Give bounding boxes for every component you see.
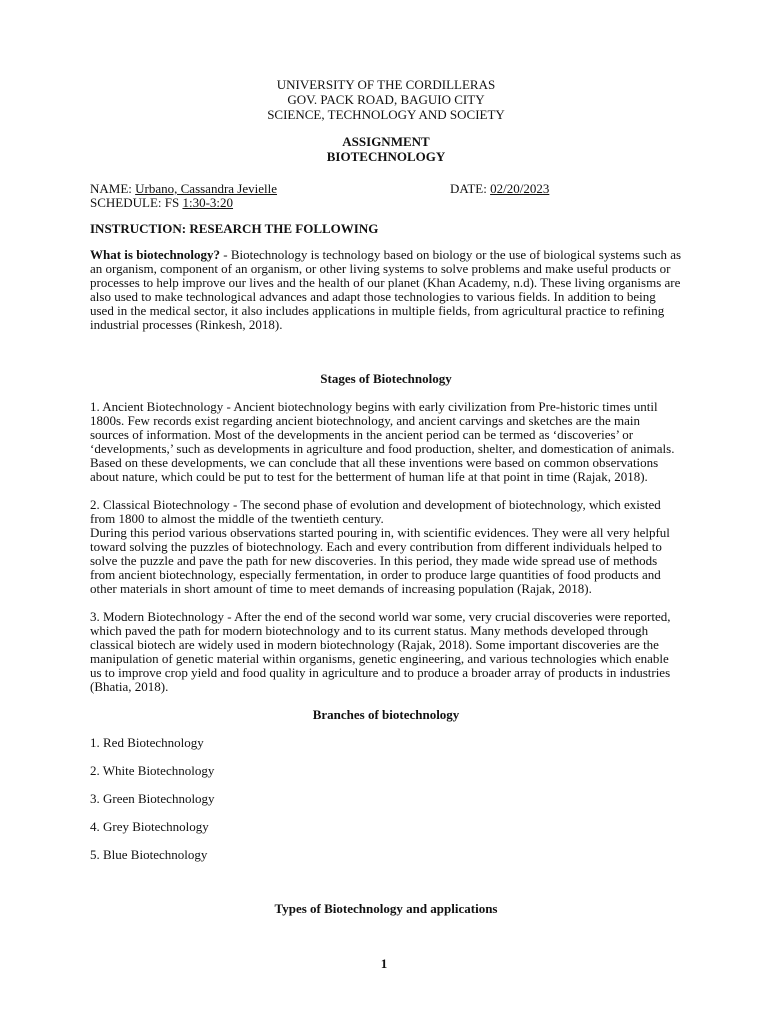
schedule-label: SCHEDULE: FS (90, 195, 180, 210)
what-is-question: What is biotechnology? (90, 247, 221, 262)
university-name: UNIVERSITY OF THE CORDILLERAS (276, 77, 496, 92)
name-field (90, 182, 450, 196)
branches-heading: Branches of biotechnology (312, 707, 460, 722)
list-item: 4. Grey Biotechnology (90, 819, 209, 834)
course-name: SCIENCE, TECHNOLOGY AND SOCIETY (267, 107, 505, 122)
stages-heading: Stages of Biotechnology (320, 371, 452, 386)
name-value: Urbano, Cassandra Jevielle (135, 181, 278, 196)
list-item: 2. White Biotechnology (90, 763, 215, 778)
stage-classical-detail: During this period various observations started pouring in, with scientific evidences. They were all very helpful toward solving the puzzles of biotechnology. Each and every contribution from different individuals helped to solve the puzzle and pave the path for new discoveries. In this period, they made wide spread use of methods from ancient biotechnology, especially fermentation, in order to produce large quantities of food products and other materials in short amount of time to meet demands of increasing population (Rajak, 2018). (90, 525, 670, 596)
date-field (450, 182, 549, 196)
what-is-paragraph (90, 248, 682, 332)
list-item: 3. Green Biotechnology (90, 791, 215, 806)
schedule-field (90, 196, 682, 210)
document-body (90, 77, 682, 916)
what-is-answer: - Biotechnology is technology based on biology or the use of biological systems such as an organism, component of an organism, or other living systems to solve problems and make useful products or processes to help improve our lives and the health of our planet (Khan Academy, n.d). These living organisms are also used to make technological advances and adapt those technologies to various fields. In addition to being used in the medical sector, it also includes applications in multiple fields, from agricultural practice to refining industrial processes (Rinkesh, 2018). (90, 247, 682, 332)
list-item: 1. Red Biotechnology (90, 735, 204, 750)
types-heading: Types of Biotechnology and applications (274, 901, 498, 916)
student-info (90, 182, 682, 210)
instruction-heading: INSTRUCTION: RESEARCH THE FOLLOWING (90, 221, 379, 236)
stage-classical-intro: 2. Classical Biotechnology - The second phase of evolution and development of biotechnology, which existed from 1800 to almost the middle of the twentieth century. (90, 497, 661, 526)
stage-modern: 3. Modern Biotechnology - After the end of the second world war some, very crucial discoveries were reported, which paved the path for modern biotechnology and to its current status. Many methods developed through classical biotech are widely used in modern biotechnology (Rajak, 2018). Some important discoveries are the manipulation of genetic material within organisms, genetic engineering, and various technologies which enable us to improve crop yield and food quality in agriculture and to produce a broader array of products in industries (Bhatia, 2018). (90, 609, 671, 694)
name-label: NAME: (90, 181, 132, 196)
document-header (90, 77, 682, 122)
assignment-topic: BIOTECHNOLOGY (326, 149, 446, 164)
branches-list (90, 736, 682, 862)
stage-ancient: 1. Ancient Biotechnology - Ancient biotechnology begins with early civilization from Pre-historic times until 1800s. Few records exist regarding ancient biotechnology, and ancient carvings and sketches are the main sources of information. Most of the developments in the ancient period can be termed as ‘discoveries’ or ‘developments,’ such as developments in agriculture and food production, shelter, and domestication of animals. Based on these developments, we can conclude that all these inventions were based on common observations about nature, which could be put to test for the betterment of human life at that point in time (Rajak, 2018). (90, 399, 675, 484)
name-date-row (90, 182, 682, 196)
assignment-label: ASSIGNMENT (342, 134, 430, 149)
list-item: 5. Blue Biotechnology (90, 847, 208, 862)
date-value: 02/20/2023 (490, 181, 550, 196)
date-label: DATE: (450, 181, 487, 196)
page-number: 1 (380, 956, 388, 971)
schedule-value: 1:30-3:20 (182, 195, 234, 210)
university-address: GOV. PACK ROAD, BAGUIO CITY (287, 92, 485, 107)
assignment-title-block (90, 134, 682, 164)
